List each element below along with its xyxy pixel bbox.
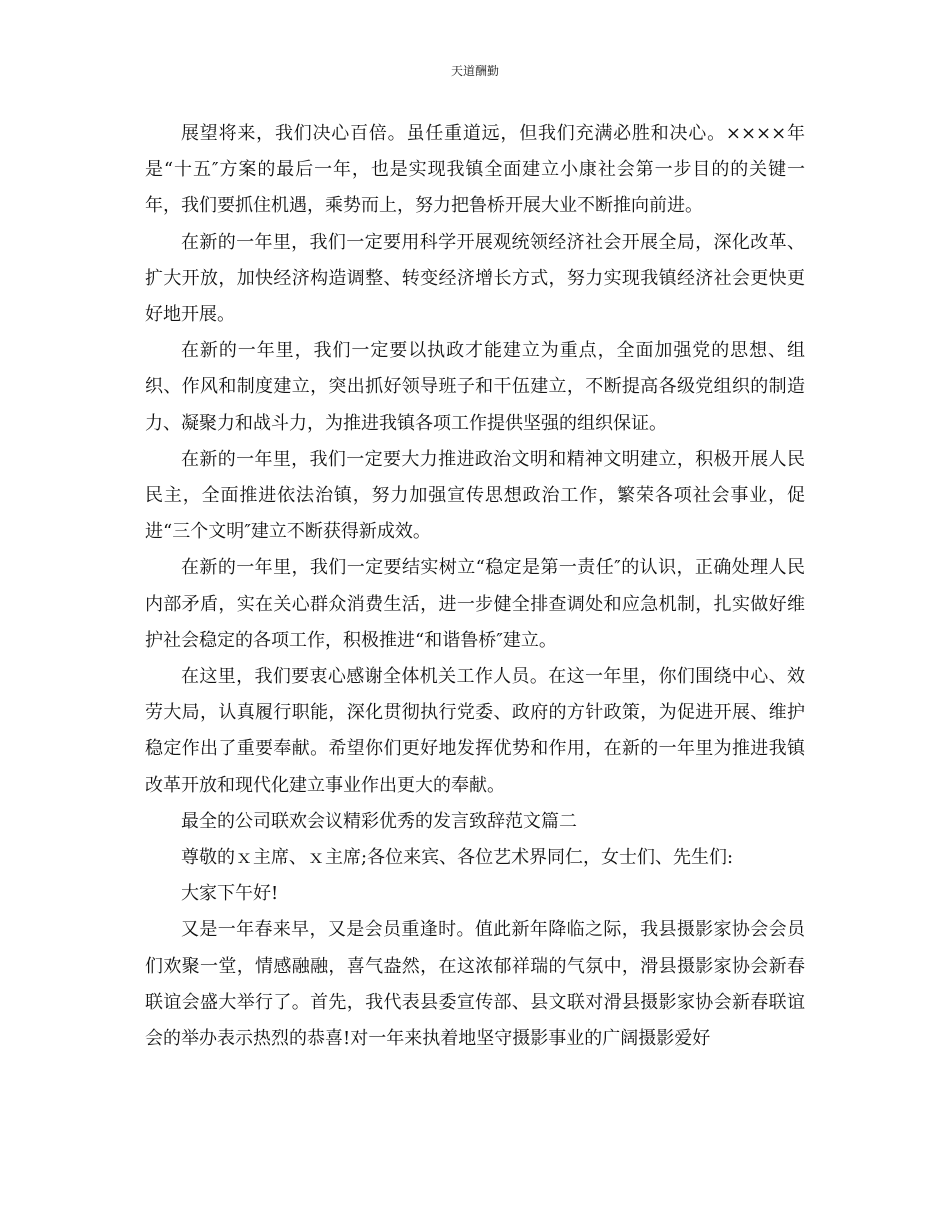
paragraph-new-year: 又是一年春来早，又是会员重逢时。值此新年降临之际，我县摄影家协会会员们欢聚一堂，情感融融，喜气盎然，在这浓郁祥瑞的气氛中，滑县摄影家协会新春联谊会盛大举行了。首先，我代表县委宣传部、县文联对滑县摄影家协会新春联谊会的举办表示热烈的恭喜!对一年来执着地坚守摄影事业的广阔摄影爱好 (145, 919, 805, 1050)
paragraph-party-building: 在新的一年里，我们一定要以执政才能建立为重点，全面加强党的思想、组织、作风和制度建立，突出抓好领导班子和干伍建立，不断提高各级党组织的制造力、凝聚力和战斗力，为推进我镇各项工作提供坚强的组织保证。 (145, 340, 805, 434)
salutation: 尊敬的ｘ主席、ｘ主席;各位来宾、各位艺术界同仁，女士们、先生们: (181, 847, 734, 869)
document-body (145, 116, 805, 1057)
paragraph-thanks: 在这里，我们要衷心感谢全体机关工作人员。在这一年里，你们围绕中心、效劳大局，认真履行职能，深化贯彻执行党委、政府的方针政策，为促进开展、维护稳定作出了重要奉献。希望你们更好地发挥优势和作用，在新的一年里为推进我镇改革开放和现代化建立事业作出更大的奉献。 (145, 666, 805, 796)
paragraph-stability: 在新的一年里，我们一定要结实树立“稳定是第一责任″的认识，正确处理人民内部矛盾，实在关心群众消费生活，进一步健全排查调处和应急机制，扎实做好维护社会稳定的各项工作，积极推进“和谐鲁桥″建立。 (145, 557, 805, 651)
greeting: 大家下午好! (181, 883, 279, 905)
paragraph-scientific-development: 在新的一年里，我们一定要用科学开展观统领经济社会开展全局，深化改革、扩大开放，加快经济构造调整、转变经济增长方式，努力实现我镇经济社会更快更好地开展。 (145, 231, 805, 326)
paragraph-outlook: 展望将来，我们决心百倍。虽任重道远，但我们充满必胜和决心。××××年是“十五″方案的最后一年，也是实现我镇全面建立小康社会第一步目的的关键一年，我们要抓住机遇，乘势而上，努力把鲁桥开展大业不断推向前进。 (145, 123, 805, 217)
section-title: 最全的公司联欢会议精彩优秀的发言致辞范文篇二 (181, 810, 577, 832)
page-header: 天道酬勤 (450, 64, 499, 78)
paragraph-civilization: 在新的一年里，我们一定要大力推进政治文明和精神文明建立，积极开展人民民主，全面推进依法治镇，努力加强宣传思想政治工作，繁荣各项社会事业，促进“三个文明″建立不断获得新成效。 (145, 448, 805, 543)
